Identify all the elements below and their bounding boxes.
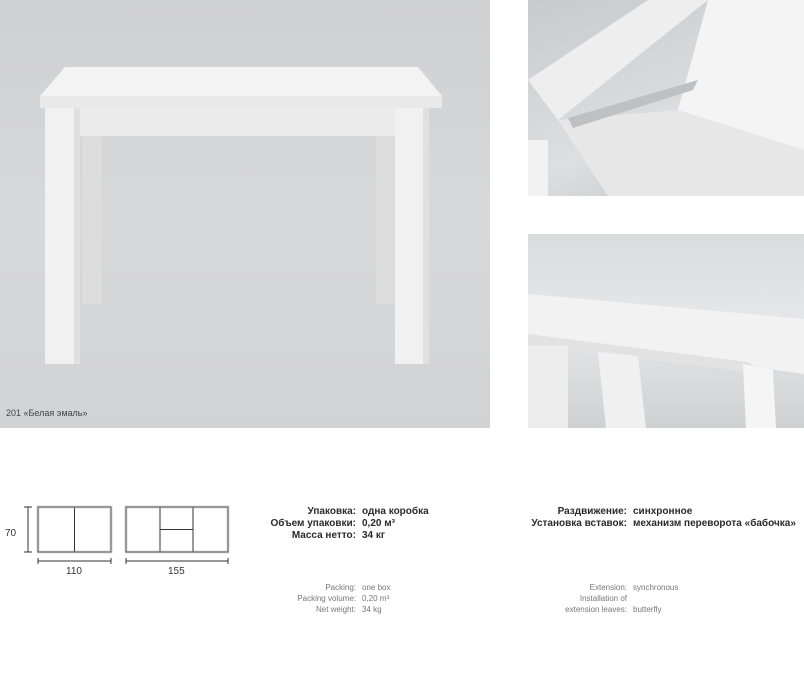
spec-row	[526, 506, 796, 518]
spec-value: butterfly	[633, 605, 662, 614]
spec-value: 0,20 м³	[362, 518, 395, 529]
spec-key: Установка вставок:	[531, 518, 627, 529]
spec-row	[262, 604, 390, 615]
spec-value: 34 кг	[362, 530, 386, 541]
spec-row	[526, 593, 678, 604]
spec-row	[526, 604, 678, 615]
specs-ru-right	[526, 506, 796, 530]
spec-key: Упаковка:	[307, 506, 356, 517]
height-label: 70	[5, 528, 17, 539]
spec-value: одна коробка	[362, 506, 429, 517]
spec-key: Installation of	[579, 594, 627, 603]
spec-row	[262, 582, 390, 593]
specs-en-left	[262, 582, 390, 615]
spec-row	[262, 530, 429, 542]
spec-key: Packing:	[325, 583, 356, 592]
spec-key: extension leaves:	[565, 605, 627, 614]
spec-key: Net weight:	[315, 605, 356, 614]
extended-width-label: 155	[168, 566, 185, 577]
product-caption: 201 «Белая эмаль»	[6, 408, 88, 418]
spec-row	[526, 518, 796, 530]
spec-row	[526, 582, 678, 593]
corner-detail-photo	[528, 234, 804, 428]
mechanism-detail-photo	[528, 0, 804, 196]
spec-value: one box	[362, 583, 391, 592]
spec-row	[262, 506, 429, 518]
spec-value: 0,20 m³	[362, 594, 390, 603]
spec-value: 34 kg	[362, 605, 382, 614]
spec-value: synchronous	[633, 583, 679, 592]
spec-key: Масса нетто:	[291, 530, 356, 541]
spec-key: Extension:	[589, 583, 627, 592]
specs-ru-left	[262, 506, 429, 542]
spec-row	[262, 518, 429, 530]
spec-row	[262, 593, 390, 604]
spec-key: Packing volume:	[297, 594, 356, 603]
spec-value: механизм переворота «бабочка»	[633, 518, 796, 529]
spec-value: синхронное	[633, 506, 693, 517]
spec-key: Объем упаковки:	[270, 518, 356, 529]
specs-en-right	[526, 582, 678, 615]
closed-width-label: 110	[66, 566, 82, 577]
spec-key: Раздвижение:	[557, 506, 627, 517]
main-product-photo	[0, 0, 490, 428]
table-dimension-diagram	[0, 495, 240, 580]
